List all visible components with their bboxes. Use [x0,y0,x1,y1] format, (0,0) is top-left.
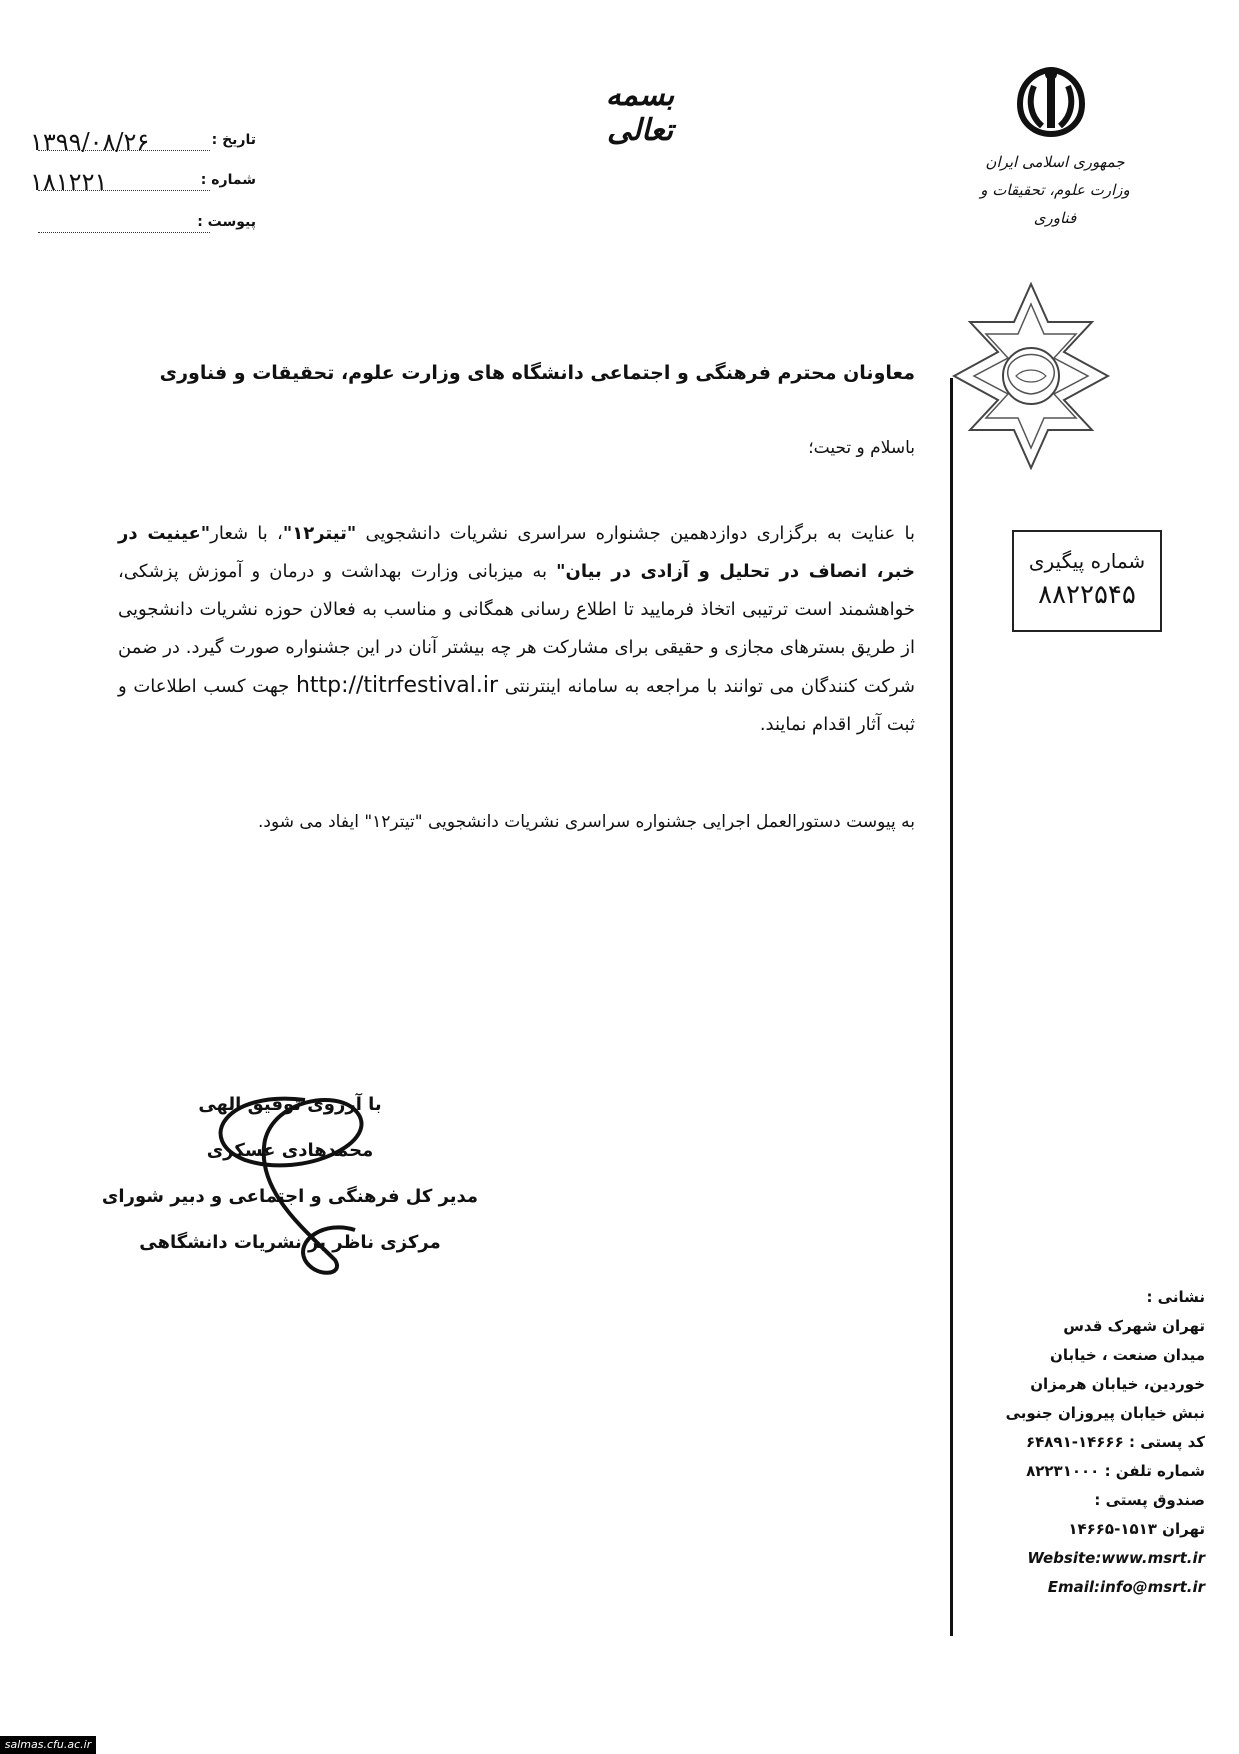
tracking-label: شماره پیگیری [1028,549,1146,573]
ministry-name: وزارت علوم، تحقیقات و فناوری [980,181,1130,227]
po-box-label: صندوق پستی : [1094,1491,1205,1509]
margin-divider-line [950,378,953,1636]
signer-name: محمدهادی عسکری [206,1140,374,1161]
basmala-heading: بسمه تعالی [605,78,675,148]
iran-emblem-logo [1012,64,1090,138]
ministry-address [985,1283,1205,1602]
festival-name: "تیتر۱۲" [282,523,357,544]
letter-body-paragraph [118,515,915,744]
body-text-4: جهت کسب اطلاعات و ثبت آثار اقدام نمایند. [118,676,915,735]
postal-code: کد پستی : ۱۴۶۶۶-۶۴۸۹۱ [1025,1433,1205,1451]
greeting-line: باسلام و تحیت؛ [808,438,915,458]
date-row [30,128,256,156]
number-dotted-line [38,190,210,191]
attachment-label: پیوست : [197,214,256,230]
closing-phrase: با آرزوی توفیق الهی [198,1094,382,1115]
attachment-row [30,210,256,238]
email[interactable]: Email:info@msrt.ir [1047,1578,1205,1596]
recipient-line: معاونان محترم فرهنگی و اجتماعی دانشگاه های وزارت علوم، تحقیقات و فناوری [159,362,915,384]
country-name: جمهوری اسلامی ایران [985,153,1125,171]
address-line-4: نبش خیابان پیروزان جنوبی [1005,1404,1205,1422]
po-box: تهران ۱۵۱۳-۱۴۶۶۵ [1068,1520,1205,1538]
signer-title-1: مدیر کل فرهنگی و اجتماعی و دبیر شورای [101,1186,479,1207]
website[interactable]: Website:www.msrt.ir [1027,1549,1205,1567]
number-label: شماره : [200,172,256,188]
tracking-number-box [1012,530,1162,632]
government-name [960,148,1150,232]
festival-slogan: "عینیت در خبر، انصاف در تحلیل و آزادی در بیان" [118,523,915,582]
address-label: نشانی : [1146,1288,1205,1306]
decorative-ornament-icon [952,282,1110,470]
attachment-dotted-line [38,232,210,233]
attachment-note: به پیوست دستورالعمل اجرایی جشنواره سراسری نشریات دانشجویی "تیتر۱۲" ایفاد می شود. [258,812,915,832]
address-line-2: میدان صنعت ، خیابان [1050,1346,1205,1364]
source-watermark: salmas.cfu.ac.ir [0,1736,96,1754]
festival-website-link[interactable]: http://titrfestival.ir [295,673,499,698]
address-line-1: تهران شهرک قدس [1063,1317,1205,1335]
date-value: ۱۳۹۹/۰۸/۲۶ [30,128,150,156]
signature-block [95,1082,485,1266]
number-row [30,168,256,196]
number-value: ۱۸۱۲۲۱ [30,168,108,196]
body-text-1: با عنایت به برگزاری دوازدهمین جشنواره سراسری نشریات دانشجویی [356,523,915,544]
tracking-number: ۸۸۲۲۵۴۵ [1038,580,1136,610]
date-label: تاریخ : [211,132,256,148]
phone-number: شماره تلفن : ۸۲۲۳۱۰۰۰ [1026,1462,1205,1480]
body-text-3: به میزبانی وزارت بهداشت و درمان و آموزش پزشکی، خواهشمند است ترتیبی اتخاذ فرمایید تا اطلاع رسانی همگانی و مناسب به فعالان حوزه نشریات دانشجویی از طریق بسترهای مجازی و حقیقی برای مشارکت هر چه بیشتر آنان در این جشنواره صورت گیرد. در ضمن شرکت کنندگان می توانند با مراجعه به سامانه اینترنتی [118,561,915,697]
address-line-3: خوردین، خیابان هرمزان [1030,1375,1205,1393]
signer-title-2: مرکزی ناظر بر نشریات دانشگاهی [139,1232,441,1253]
date-dotted-line [38,150,210,151]
body-text-2: ، با شعار [210,523,283,544]
